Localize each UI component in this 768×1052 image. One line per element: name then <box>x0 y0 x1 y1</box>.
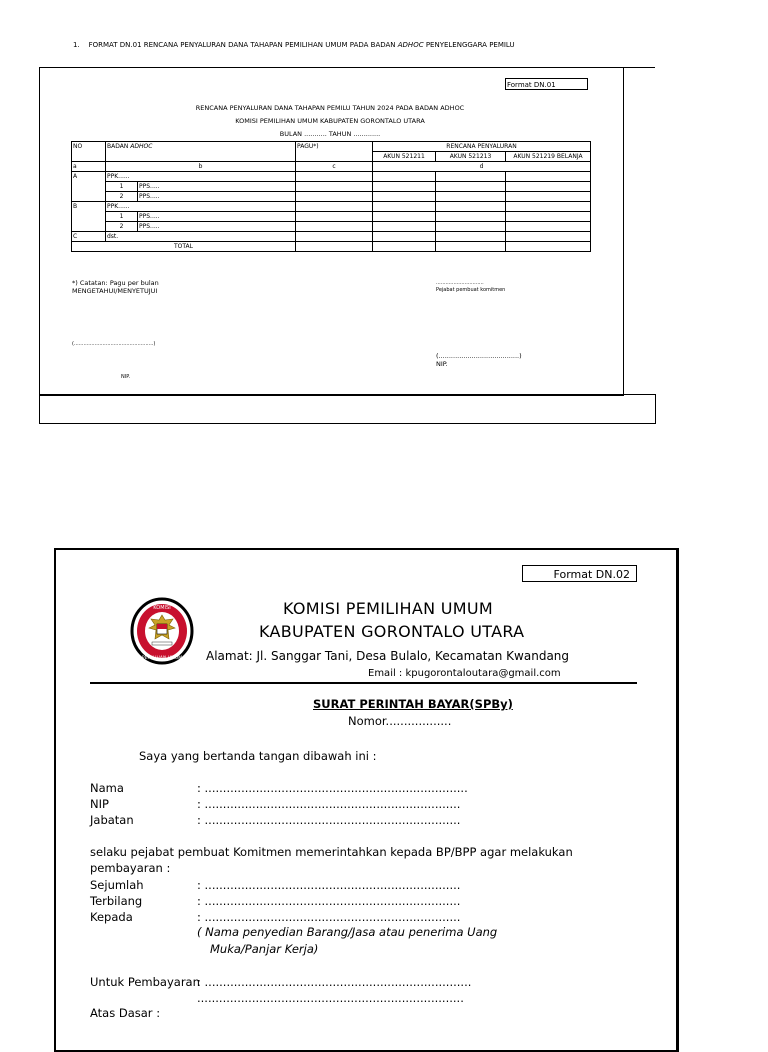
table-row: 1 PPS..... <box>72 212 591 222</box>
heading-italic: ADHOC <box>397 41 424 49</box>
jabatan-label: Jabatan <box>90 813 134 827</box>
untuk-field: : ......................................................................... <box>197 975 472 989</box>
heading-text: FORMAT DN.01 RENCANA PENYALURAN DANA TAHAPAN PEMILIHAN UMUM PADA BADAN <box>88 41 398 49</box>
intro-text: Saya yang bertanda tangan dibawah ini : <box>139 749 377 763</box>
kepada-label: Kepada <box>90 910 133 924</box>
dn01-sign-right: (.......................................) <box>436 352 522 360</box>
jabatan-field: : ...................................................................... <box>197 813 461 827</box>
nip-label: NIP <box>90 797 109 811</box>
format-dn01-heading <box>73 41 515 49</box>
code-c: c <box>296 162 373 172</box>
header-akun-521211: AKUN 521211 <box>373 152 436 162</box>
nama-label: Nama <box>90 781 124 795</box>
dn01-pejabat: Pejabat pembuat komitmen <box>436 287 506 293</box>
terbilang-label: Terbilang <box>90 894 143 908</box>
dn01-nip-left: NIP. <box>121 374 131 378</box>
atas-dasar-label: Atas Dasar : <box>90 1006 161 1020</box>
dn01-title-line3: BULAN ........... TAHUN ............. <box>279 130 381 138</box>
kepada-note1: ( Nama penyedian Barang/Jasa atau penerima Uang <box>197 925 498 939</box>
untuk-label: Untuk Pembayaran <box>90 975 200 989</box>
total-label: TOTAL <box>72 242 296 252</box>
nip-field: : ...................................................................... <box>197 797 461 811</box>
doc-nomor: Nomor.................. <box>348 714 452 728</box>
header-akun-521219: AKUN 521219 BELANJA <box>506 152 591 162</box>
format-dn02-box: Format DN.02 <box>522 565 637 582</box>
dn01-nip-right: NIP. <box>436 360 448 368</box>
dn01-sign-left: (..................................................) <box>72 341 156 347</box>
code-a: a <box>72 162 106 172</box>
org-line2: KABUPATEN GORONTALO UTARA <box>259 622 525 641</box>
dn01-title-line1: RENCANA PENYALURAN DANA TAHAPAN PEMILU TAHUN 2024 PADA BADAN ADHOC <box>195 104 465 112</box>
heading-number: 1. <box>73 41 80 49</box>
svg-text:PEMILIHAN UMUM: PEMILIHAN UMUM <box>141 656 183 661</box>
terbilang-field: : ...................................................................... <box>197 894 461 908</box>
header-akun-521213: AKUN 521213 <box>436 152 506 162</box>
header-pagu: PAGU*) <box>296 142 373 152</box>
table-total-row <box>72 242 591 252</box>
table-row: 2 PPS..... <box>72 192 591 202</box>
table-row: 1 PPS..... <box>72 182 591 192</box>
table-row: C dst. <box>72 232 591 242</box>
dn01-frame-edge <box>622 67 655 68</box>
letterhead-divider <box>90 682 637 684</box>
org-line1: KOMISI PEMILIHAN UMUM <box>283 599 493 618</box>
nama-field: : ........................................................................ <box>197 781 468 795</box>
kepada-note2: Muka/Panjar Kerja) <box>210 942 319 956</box>
dn01-table <box>71 141 591 252</box>
dn01-dots: .............................. <box>436 280 484 286</box>
sejumlah-label: Sejumlah <box>90 878 144 892</box>
table-header-row <box>72 152 591 162</box>
header-badan: BADAN ADHOC <box>106 142 296 152</box>
sejumlah-field: : ...................................................................... <box>197 878 461 892</box>
header-no: NO <box>72 142 106 152</box>
code-b: b <box>106 162 296 172</box>
selaku-line1: selaku pejabat pembuat Komitmen memerintahkan kepada BP/BPP agar melakukan <box>90 845 573 859</box>
org-email: Email : kpugorontaloutara@gmail.com <box>368 668 561 679</box>
dn01-note: *) Catatan: Pagu per bulan <box>72 279 159 287</box>
table-code-row <box>72 162 591 172</box>
org-address: Alamat: Jl. Sanggar Tani, Desa Bulalo, Kecamatan Kwandang <box>206 649 570 663</box>
heading-text-end: PENYELENGGARA PEMILU <box>423 41 515 49</box>
dn01-frame-extension <box>39 394 656 424</box>
doc-title: SURAT PERINTAH BAYAR(SPBy) <box>313 697 513 711</box>
dn01-mengetahui: MENGETAHUI/MENYETUJUI <box>72 287 158 295</box>
format-dn01-box: Format DN.01 <box>505 78 588 90</box>
table-header-row <box>72 142 591 152</box>
kpu-logo-icon <box>129 597 195 665</box>
header-rencana: RENCANA PENYALURAN <box>373 142 591 152</box>
table-row: A PPK...... <box>72 172 591 182</box>
selaku-line2: pembayaran : <box>90 861 171 875</box>
kepada-field: : ...................................................................... <box>197 910 461 924</box>
svg-text:KOMISI: KOMISI <box>153 605 171 611</box>
code-d: d <box>373 162 591 172</box>
table-row: B PPK...... <box>72 202 591 212</box>
table-row: 2 PPS..... <box>72 222 591 232</box>
untuk-field-2: ......................................................................... <box>197 991 464 1005</box>
dn01-title-line2: KOMISI PEMILIHAN UMUM KABUPATEN GORONTALO UTARA <box>235 117 425 125</box>
